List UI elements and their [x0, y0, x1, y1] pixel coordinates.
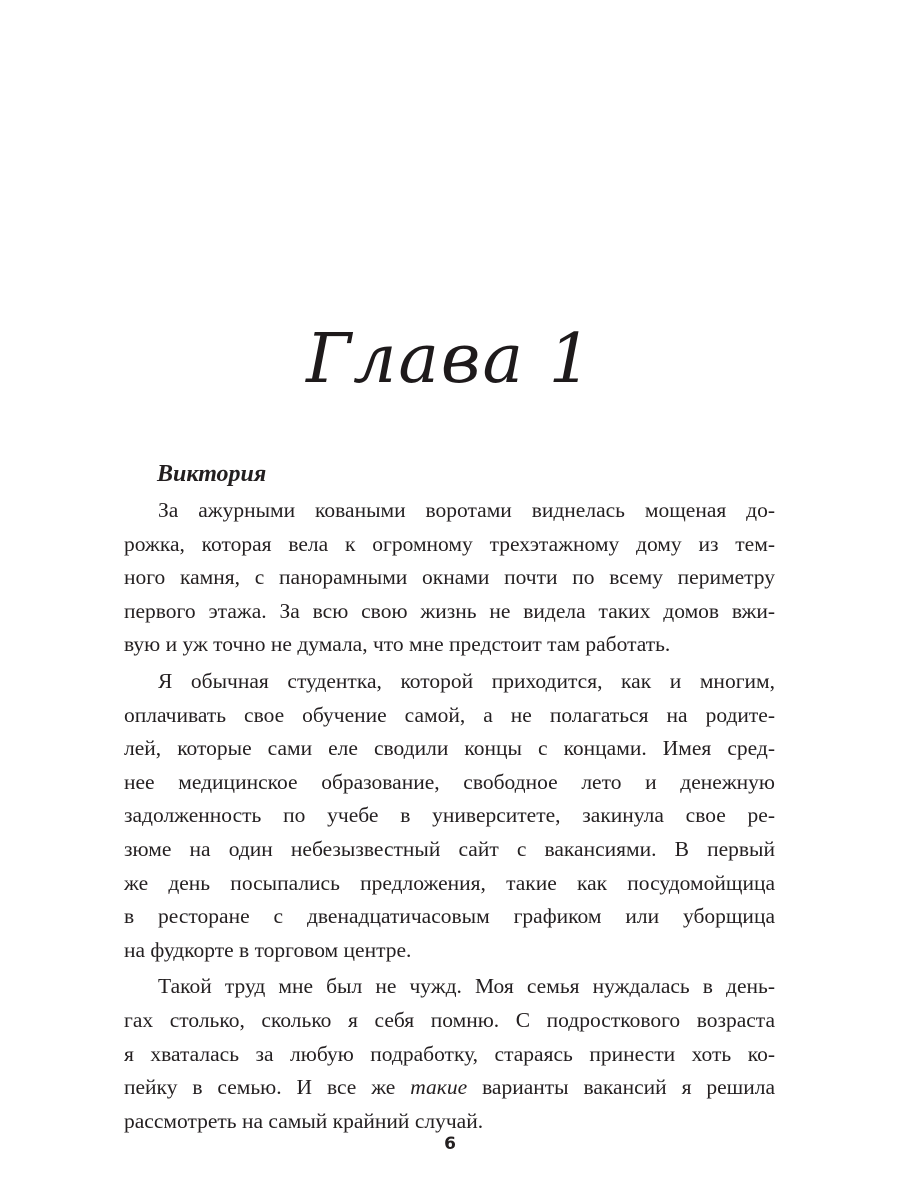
- text-line: рассмотреть на самый крайний случай.: [124, 1108, 484, 1133]
- body-text: [124, 494, 775, 1138]
- text-line: нее медицинское образование, свободное лето и денежную: [124, 769, 775, 794]
- text-line: Я обычная студентка, которой приходится, как и многим,: [158, 668, 775, 693]
- text-line: [124, 1071, 775, 1105]
- text-line: я хваталась за любую подработку, стараясь принести хоть ко-: [124, 1041, 775, 1066]
- text-line: первого этажа. За всю свою жизнь не видела таких домов вжи-: [124, 598, 775, 623]
- text-line: гах столько, сколько я себя помню. С подросткового возраста: [124, 1007, 775, 1032]
- text-line: на фудкорте в торговом центре.: [124, 937, 412, 962]
- section-heading: Виктория: [157, 461, 267, 487]
- text-fragment: варианты вакансий я решила: [467, 1075, 775, 1100]
- text-line: За ажурными коваными воротами виднелась мощеная до-: [158, 498, 775, 522]
- italic-emphasis: такие: [410, 1075, 468, 1100]
- text-line: задолженность по учебе в университете, закинула свое ре-: [124, 803, 775, 828]
- page-number: 6: [444, 1134, 456, 1154]
- text-line: в ресторане с двенадцатичасовым графиком или уборщица: [124, 904, 775, 929]
- text-fragment: пейку в семью. И все же: [124, 1075, 411, 1100]
- text-line: же день посыпались предложения, такие как посудомойщица: [124, 870, 775, 895]
- text-line: Такой труд мне был не чужд. Моя семья нуждалась в день-: [158, 974, 775, 999]
- text-line: вую и уж точно не думала, что мне предстоит там работать.: [124, 632, 671, 657]
- text-line: рожка, которая вела к огромному трехэтажному дому из тем-: [124, 531, 775, 556]
- text-line: оплачивать свое обучение самой, а не полагаться на родите-: [124, 702, 775, 727]
- text-line: ного камня, с панорамными окнами почти по всему периметру: [124, 565, 775, 590]
- text-line: зюме на один небезызвестный сайт с вакансиями. В первый: [124, 836, 775, 861]
- text-line: лей, которые сами еле сводили концы с концами. Имея сред-: [124, 736, 775, 761]
- chapter-title: Глава 1: [306, 320, 594, 399]
